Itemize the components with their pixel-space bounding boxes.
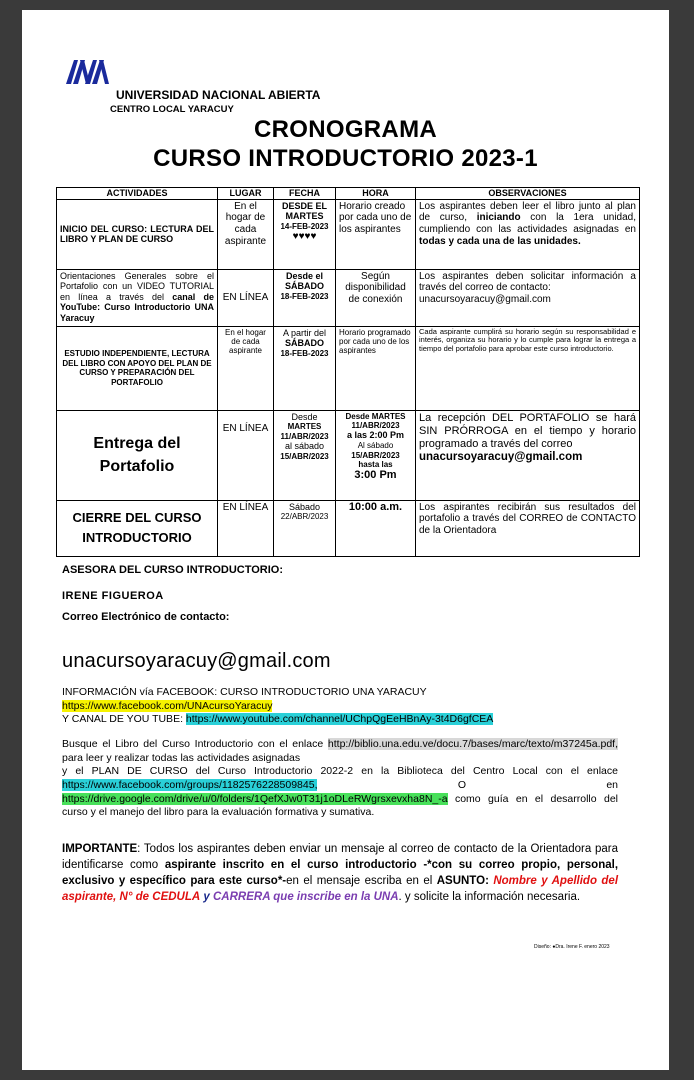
date-text: 18-FEB-2023 [280,291,329,301]
date-text: Desde el [285,270,324,281]
place-cell: EN LÍNEA [218,410,274,500]
activity-cell: Entrega del Portafolio [57,410,218,500]
activity-text: canal de YouTube: Curso Introductorio UNA Yaracuy [60,291,214,324]
important-text: -*con su correo propio, personal, exclusivo y específico para este curso*- [62,858,619,887]
obs-text: Los aspirantes deben solicitar información a través del correo de contacto: [419,270,636,294]
observation-cell [416,269,640,326]
facebook-label: INFORMACIÓN vía FACEBOOK: CURSO INTRODUCTORIO UNA YARACUY [62,686,427,698]
activity-cell: CIERRE DEL CURSO INTRODUCTORIO [57,500,218,556]
important-text: y [203,890,210,903]
drive-link[interactable]: https://drive.google.com/drive/u/0/folders/1QefXJw0T31j1oDLeRWgrsxevxha8N_-a [62,792,448,805]
obs-text: La recepción DEL PORTAFOLIO se hará SIN PRÓRROGA en el tiempo y horario programado a través del correo [419,411,636,450]
column-header: LUGAR [218,188,274,200]
time-cell: Según disponibilidad de conexión [336,269,416,326]
table-row [57,326,640,410]
date-text: SÁBADO [284,338,324,349]
date-text: al sábado [284,441,325,452]
plan-text: como guía en el desarrollo del curso y el manejo del libro para la evaluación formativa y sumativa. [62,792,618,819]
important-label: IMPORTANTE [62,843,138,855]
time-cell [336,410,416,500]
column-header: OBSERVACIONES [416,188,640,200]
table-row [57,410,640,500]
page-subtitle: CURSO INTRODUCTORIO 2023-1 [153,145,538,172]
schedule-table [56,187,640,557]
table-row [57,500,640,556]
important-text: en el mensaje escriba en el [286,874,433,887]
time-text: Al sábado [357,441,394,451]
date-text: Sábado [288,501,321,512]
plan-text: y el PLAN DE CURSO del Curso Introductorio 2022-2 en la Biblioteca del Centro Local con el enlace [62,765,618,778]
design-credit: Diseño: ●Dra. Irene F. enero 2023 [534,944,610,950]
date-text: 22/ABR/2023 [280,512,329,522]
important-text: Nombre y Apellido del aspirante [62,874,619,903]
place-cell: En el hogar de cada aspirante [218,199,274,269]
document-page [22,10,669,1070]
date-cell [274,326,336,410]
important-text: CARRERA que inscribe en la UNA [213,890,399,903]
obs-text: Los aspirantes deben leer el libro junto al plan de curso, [419,200,636,224]
important-text: aspirante inscrito en el curso introductorio [164,858,417,871]
book-section [62,738,618,820]
facebook-link[interactable]: https://www.facebook.com/UNAcursoYaracuy [62,699,273,712]
advisor-label: ASESORA DEL CURSO INTRODUCTORIO: [62,564,284,576]
observation-cell [416,410,640,500]
date-text: A partir del [282,327,327,338]
advisor-name: IRENE FIGUEROA [62,590,164,602]
place-cell: EN LÍNEA [218,500,274,556]
obs-text: con la 1era unidad, cumpliendo con las actividades asignadas en [419,212,637,236]
column-header: HORA [336,188,416,200]
date-text: MARTES [287,422,322,432]
info-section [62,686,618,727]
date-cell [274,500,336,556]
date-text: 11/ABR/2023 [280,431,329,441]
book-text: Busque el Libro del Curso Introductorio con el enlace [62,738,324,750]
time-text: 15/ABR/2023 [351,450,400,460]
time-text: hasta las [358,459,393,469]
activity-cell: ESTUDIO INDEPENDIENTE, LECTURA DEL LIBRO CON APOYO DEL PLAN DE CURSO Y PREPARACIÓN DEL PORTAFOLIO [57,326,218,410]
obs-text: iniciando [476,212,521,224]
place-cell: En el hogar de cada aspirante [218,326,274,410]
page-title: CRONOGRAMA [254,116,437,143]
important-text: . y solicite la información necesaria. [398,890,581,903]
time-text: Desde MARTES [345,411,406,421]
center-name: CENTRO LOCAL YARACUY [110,104,234,115]
book-text: para leer y realizar todas las actividades asignadas [62,751,301,764]
date-text: SÁBADO [284,281,324,292]
activity-cell: INICIO DEL CURSO: LECTURA DEL LIBRO Y PLAN DE CURSO [57,199,218,269]
date-cell [274,269,336,326]
activity-text: Orientaciones Generales sobre el Portafolio con un VIDEO TUTORIAL en línea a través del [60,270,214,302]
facebook-group-link[interactable]: https://www.facebook.com/groups/1182576228509845, [62,778,318,791]
column-header: ACTIVIDADES [57,188,218,200]
date-text: 14-FEB-2023 [280,221,329,231]
una-logo-icon [64,54,112,90]
place-cell: EN LÍNEA [218,269,274,326]
important-text: , [113,890,117,903]
email-link[interactable]: unacursoyaracuy@gmail.com [419,451,583,464]
hearts-icon: ♥♥♥♥ [292,231,317,243]
contact-email-link[interactable]: unacursoyaracuy@gmail.com [62,650,331,672]
time-cell: 10:00 a.m. [336,500,416,556]
time-cell: Horario creado por cada uno de los aspirantes [336,199,416,269]
time-text: 11/ABR/2023 [351,421,400,431]
column-header: FECHA [274,188,336,200]
observation-cell: Los aspirantes recibirán sus resultados del portafolio a través del CORREO de CONTACTO de la Orientadora [416,500,640,556]
observation-cell: Cada aspirante cumplirá su horario según su responsabilidad e interés, organiza su horario y lo cumple para lograr la entrega a tiempo del portafolio para aprobar este curso introductorio. [416,326,640,410]
email-label: Correo Electrónico de contacto: [62,611,230,623]
important-text: : Todos los aspirantes deben enviar un mensaje al correo de contacto de la Orientadora para identificarse como [62,843,618,871]
important-text: N° de CEDULA [119,890,201,903]
youtube-link[interactable]: https://www.youtube.com/channel/UChpQgEeHBnAy-3t4D6gfCEA [185,713,494,726]
time-text: 3:00 Pm [354,469,397,482]
activity-cell [57,269,218,326]
date-text: Desde [291,411,318,422]
observation-cell [416,199,640,269]
important-section [62,842,618,905]
date-text: 18-FEB-2023 [280,348,329,358]
table-header-row [57,188,640,200]
book-link[interactable]: http://biblio.una.edu.ve/docu.7/bases/marc/texto/m37245a.pdf, [327,738,618,750]
time-text: a las 2:00 Pm [346,430,405,441]
date-cell [274,199,336,269]
table-row [57,199,640,269]
important-text: ASUNTO: [436,874,489,887]
time-cell: Horario programado por cada uno de los aspirantes [336,326,416,410]
date-text: DESDE EL MARTES [281,200,327,222]
university-name: UNIVERSIDAD NACIONAL ABIERTA [116,88,321,102]
obs-text: todas y cada una de las unidades. [419,236,581,247]
youtube-label: Y CANAL DE YOU TUBE: [62,713,183,726]
plan-text: O en [457,778,619,791]
table-row [57,269,640,326]
email-link[interactable]: unacursoyaracuy@gmail.com [419,294,551,306]
date-text: 15/ABR/2023 [280,451,329,461]
date-cell [274,410,336,500]
